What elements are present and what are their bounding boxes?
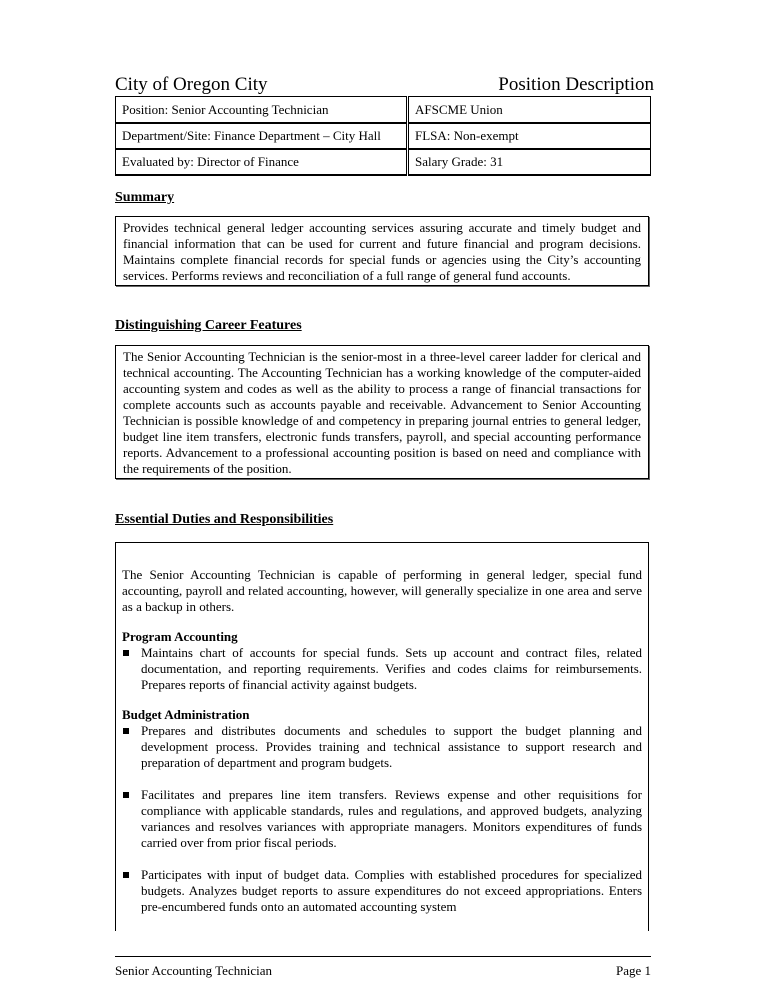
budget-administration-heading: Budget Administration (122, 707, 250, 722)
bullet-square-icon (123, 728, 129, 734)
list-item (122, 645, 642, 693)
career-features-text: The Senior Accounting Technician is the senior-most in a three-level career ladder for clerical and technical accounting. The Accounting Technician has a working knowledge of the computer-aided accounting system and codes as well as the ability to process a range of financial transactions for complete accounts such as accounts payable and receivable. Advancement to Senior Accounting Technician is possible knowledge of and competency in preparing journal entries to general ledger, budget line item transfers, electronic funds transfers, payroll, and special accounting performance reports. Advancement to a professional accounting position is based on need and compliance with the requirements of the position. (123, 349, 641, 476)
bullet-square-icon (123, 872, 129, 878)
position-info-table (115, 96, 651, 176)
page-footer (115, 956, 651, 977)
career-features-heading: Distinguishing Career Features (115, 318, 302, 333)
table-row (116, 123, 651, 149)
salary-grade-cell: Salary Grade: 31 (408, 149, 651, 175)
bullet-text: Participates with input of budget data. Complies with established procedures for specialized budgets. Analyzes budget reports to assure expenditures do not exceed appropriations. Enters pre-encumbered funds onto an automated accounting system (141, 867, 642, 914)
bullet-text: Maintains chart of accounts for special funds. Sets up account and contract files, related documentation, and reporting requirements. Verifies and codes claims for reimbursements. Prepares reports of financial activity against budgets. (141, 645, 642, 692)
bullet-text: Prepares and distributes documents and schedules to support the budget planning and development process. Provides training and technical assistance to support research and preparation of department and program budgets. (141, 723, 642, 770)
position-cell: Position: Senior Accounting Technician (116, 97, 408, 124)
list-item (122, 867, 642, 915)
program-accounting-heading: Program Accounting (122, 629, 238, 644)
career-features-box (115, 345, 649, 479)
list-item (122, 723, 642, 771)
document-type: Position Description (498, 74, 654, 95)
bullet-square-icon (123, 792, 129, 798)
list-item (122, 787, 642, 851)
bullet-square-icon (123, 650, 129, 656)
evaluator-cell: Evaluated by: Director of Finance (116, 149, 408, 175)
union-cell: AFSCME Union (408, 97, 651, 124)
table-row (116, 149, 651, 175)
duties-heading: Essential Duties and Responsibilities (115, 512, 334, 527)
duties-box (115, 542, 649, 931)
summary-box (115, 216, 649, 286)
bullet-text: Facilitates and prepares line item transfers. Reviews expense and other requisitions for compliance with applicable standards, rules and regulations, and approved budgets, analyzing variances and resolves variances with appropriate managers. Monitors expenditures of funds carried over from prior fiscal periods. (141, 787, 642, 850)
flsa-cell: FLSA: Non-exempt (408, 123, 651, 149)
organization-name: City of Oregon City (115, 74, 268, 95)
page-header (115, 73, 654, 97)
page-number: Page 1 (615, 963, 651, 978)
department-cell: Department/Site: Finance Department – City Hall (116, 123, 408, 149)
footer-title: Senior Accounting Technician (115, 963, 272, 978)
duties-intro: The Senior Accounting Technician is capable of performing in general ledger, special fund accounting, payroll and related accounting, however, will generally specialize in one area and serve as a backup in others. (122, 567, 642, 614)
summary-text: Provides technical general ledger accounting services assuring accurate and timely budget and financial information that can be used for current and future financial and program decisions. Maintains complete financial records for special funds or agencies using the City’s accounting services. Performs reviews and reconciliation of a full range of general fund accounts. (123, 220, 641, 283)
summary-heading: Summary (115, 190, 175, 205)
table-row (116, 97, 651, 124)
